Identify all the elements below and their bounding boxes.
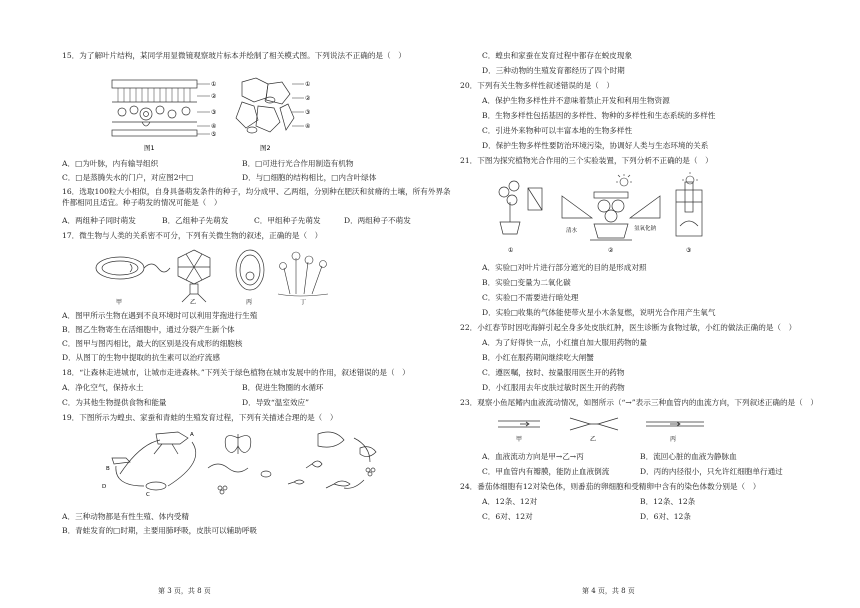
silkworm-cycle [208,434,271,494]
q18-option-d[interactable]: D．导致“温室效应” [242,398,310,407]
fig-label: ① [211,81,217,88]
fig-label: 甲 [516,436,523,443]
fig-label: ③ [305,109,311,116]
q17-option-a[interactable]: A．图甲所示生物在遇到不良环境时可以利用芽孢进行生殖 [62,311,258,320]
q19-option-a[interactable]: A．三种动物都是有性生殖、体内受精 [62,512,189,521]
q18-stem: 18．“让森林走进城市，让城市走进森林。”下列关于绿色植物在城市发展中的作用，叙述错误的是（ ） [62,368,410,377]
q15-option-a[interactable]: A．□为叶脉，内有输导组织 [62,159,159,168]
page-footer: 第 4 页，共 8 页 [582,587,635,595]
q23-option-c[interactable]: C．甲血管内有瓣膜，能防止血液倒流 [482,467,610,476]
fig-label: ⑤ [211,131,217,138]
q19-option-b[interactable]: B．青蛙发育的□时期，主要用肺呼吸，皮肤可以辅助呼吸 [62,526,258,535]
q20-option-a[interactable]: A．保护生物多样性并不意味着禁止开发和利用生物资源 [482,96,670,105]
q21-figure [494,172,724,258]
fig-label: ② [608,247,614,254]
q22-stem: 22．小红春节时因吃海鲜引起全身多处皮肤红肿，医生诊断为食物过敏，小红的做法正确的是（ ） [460,323,797,332]
q18-option-c[interactable]: C．为其他生物提供食物和能量 [62,398,167,407]
right-page [460,0,850,608]
fig-label: ① [305,81,311,88]
fig-label: 甲 [116,299,123,306]
fig-label: 丙 [670,436,677,443]
q20-stem: 20．下列有关生物多样性叙述错误的是（ ） [460,81,614,90]
q17-option-c[interactable]: C．图甲与图丙相比，最大的区别是没有成形的细胞核 [62,339,243,348]
q19-option-d[interactable]: D．三种动物的生殖发育都经历了四个时期 [482,66,625,75]
fig-label: 清水 [566,228,578,234]
q20-option-b[interactable]: B．生物多样性包括基因的多样性、物种的多样性和生态系统的多样性 [482,111,716,120]
fig-label: ② [305,95,311,102]
blood-vessels [498,418,704,430]
q24-stem: 24．番茄体细胞有12对染色体，则番茄的卵细胞和受精卵中含有的染色体数分别是（ ） [460,482,761,491]
fig-label: B [106,466,110,472]
left-page [62,0,452,608]
q22-option-b[interactable]: B．小红在服药期间继续吃大闸蟹 [482,353,594,362]
fig-label: D [102,484,107,490]
q22-option-d[interactable]: D．小红服用去年皮肤过敏时医生开的药物 [482,383,625,392]
q24-option-c[interactable]: C．6对、12对 [482,512,533,521]
q16-option-b[interactable]: B．乙组种子先萌发 [162,216,229,225]
q22-option-c[interactable]: C．遵医嘱，按时、按量服用医生开的药物 [482,368,625,377]
fig-label: ④ [211,123,217,130]
locust-cycle [112,432,196,490]
frog-cycle [288,432,376,488]
leaf-cross-section [112,80,197,136]
q21-option-c[interactable]: C．实验□不需要进行暗处理 [482,293,579,302]
fig-label: 丙 [246,299,253,306]
q16-option-d[interactable]: D．两组种子不萌发 [344,216,411,225]
q24-option-b[interactable]: B．12条、12条 [640,497,696,506]
bacterium-icon [96,257,170,279]
sun-icon [616,172,698,186]
q17-figure [90,244,340,306]
q15-option-d[interactable]: D．与□细胞的结构相比，□内含叶绿体 [242,173,377,182]
fig-caption: 图2 [260,144,271,152]
virus-icon [178,250,210,302]
q23-option-a[interactable]: A．血液流动方向是甲→乙→丙 [482,452,584,461]
q24-option-a[interactable]: A．12条、12对 [482,497,538,506]
q15-figure [92,72,322,154]
q16-stem: 16．选取100粒大小相似，自身具备萌发条件的种子，均分成甲、乙两组，分别种在肥沃和贫瘠的土壤，所有外界条件都相同且适宜。种子萌发的情况可能是（ ） [62,187,451,207]
q21-option-d[interactable]: D．实验□收集的气体能使带火星小木条复燃，说明光合作用产生氧气 [482,308,716,317]
test-tube-apparatus [676,182,702,236]
q21-stem: 21．下图为探究植物光合作用的三个实验装置，下列分析不正确的是（ ） [460,156,713,165]
q23-option-d[interactable]: D．丙的内径很小，只允许红细胞单行通过 [640,467,783,476]
q15-stem: 15．为了解叶片结构，某同学用显微镜观察玻片标本并绘制了相关模式图。下列说法不正确的是（ ） [62,51,406,60]
mold-icon [278,252,328,296]
q17-stem: 17．微生物与人类的关系密不可分，下列有关微生物的叙述，正确的是（ ） [62,231,323,240]
fig-label: ② [211,93,217,100]
q17-option-b[interactable]: B．图乙生物寄生在活细胞中，通过分裂产生新个体 [62,325,235,334]
epidermis-cells [236,78,294,133]
q16-option-c[interactable]: C．甲组种子先萌发 [254,216,321,225]
yeast-icon [236,250,264,290]
q20-option-d[interactable]: D．保护生物多样性要防治环境污染，协调好人类与生态环境的关系 [482,141,709,150]
fig-label: A [190,432,194,438]
fig-label: 乙 [590,436,597,443]
q18-option-b[interactable]: B．促进生物圈的水循环 [242,383,324,392]
q19-figure [98,424,398,506]
fig-label: 丁 [300,299,307,306]
q20-option-c[interactable]: C．引进外来物种可以丰富本地的生物多样性 [482,126,633,135]
potted-plant-icon [499,181,542,234]
q21-option-b[interactable]: B．实验□变量为二氧化碳 [482,278,571,287]
q23-stem: 23．观察小鱼尾鳍内血液流动情况，如图所示（“→”表示三种血管内的血流方向，下列叙述正确的是（ ） [460,398,818,407]
fig-label: 氢氧化钠 [634,226,657,232]
q21-option-a[interactable]: A．实验□对叶片进行部分遮光的目的是形成对照 [482,263,647,272]
fig-caption: 图1 [144,144,155,152]
fig-label: ③ [211,109,217,116]
fig-label: C [146,492,150,498]
q24-option-d[interactable]: D．6对、12条 [640,512,691,521]
fig-label: ③ [686,247,692,254]
q19-stem: 19．下图所示为蝗虫、家蚕和青蛙的生殖发育过程，下列有关描述合理的是（ ） [62,413,338,422]
q19-option-c[interactable]: C．蝗虫和家蚕在发育过程中都存在蜕皮现象 [482,51,633,60]
q15-option-c[interactable]: C．□是蒸腾失水的门户，对应图2中□ [62,173,194,182]
q15-option-b[interactable]: B．□可进行光合作用制造有机物 [242,159,354,168]
fig-label: ④ [305,123,311,130]
q17-option-d[interactable]: D．从图丁的生物中提取的抗生素可以治疗流感 [62,353,220,362]
fig-label: 乙 [190,299,197,306]
q23-option-b[interactable]: B．流回心脏的血液为静脉血 [640,452,737,461]
q16-option-a[interactable]: A．两组种子同时萌发 [62,216,136,225]
page-footer: 第 3 页，共 8 页 [158,587,211,595]
fig-label: ① [508,247,514,254]
q23-figure [494,413,724,445]
q18-option-a[interactable]: A．净化空气，保持水土 [62,383,144,392]
q22-option-a[interactable]: A．为了好得快一点，小红擅自加大服用药物的量 [482,338,647,347]
